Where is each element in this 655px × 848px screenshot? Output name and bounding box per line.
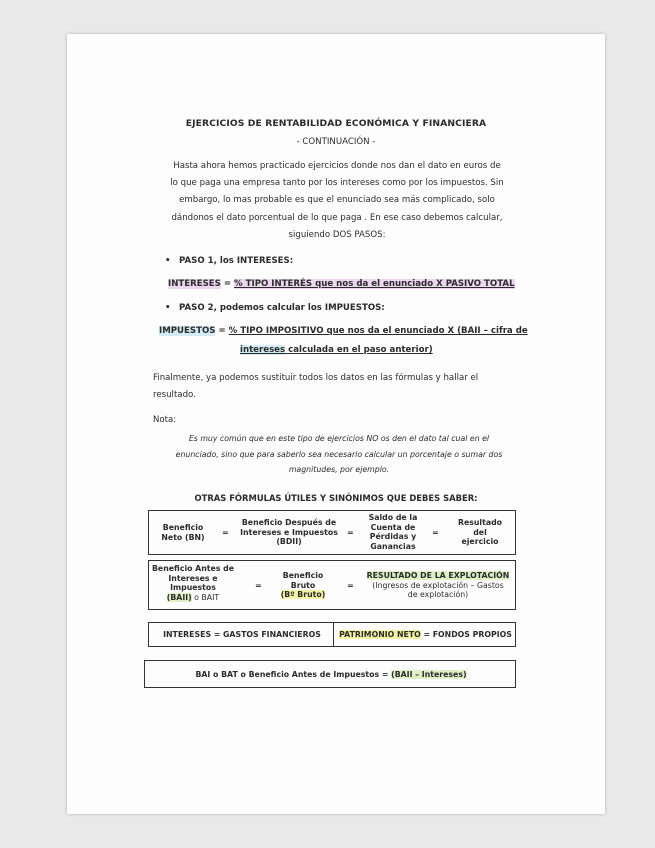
box1-c1-line: Neto (BN) <box>161 532 205 542</box>
intro-line: siguiendo DOS PASOS: <box>288 229 386 240</box>
synonyms-box-bai <box>144 660 516 688</box>
document-subtitle: - CONTINUACIÓN - <box>296 137 376 147</box>
step1-label: PASO 1, los INTERESES: <box>179 256 294 266</box>
box2-c1-line: Beneficio Antes de <box>151 564 235 573</box>
intro-line: embargo, lo mas probable es que el enunciado sea más complicado, solo <box>179 195 495 206</box>
formula1-lhs: INTERESES <box>168 279 221 289</box>
box3-left-text: INTERESES = GASTOS FINANCIEROS <box>163 630 321 639</box>
box1-cell-pyg <box>362 513 424 551</box>
formula2-rhs-b2: calculada en el paso anterior) <box>285 345 433 355</box>
box2-eq1: = <box>255 581 262 590</box>
box2-eq2: = <box>347 581 354 590</box>
final-line: Finalmente, ya podemos sustituir todos los datos en las fórmulas y hallar el <box>153 373 479 383</box>
box2-c2-line: Bruto <box>290 580 316 590</box>
box1-eq1: = <box>222 528 229 537</box>
final-paragraph <box>153 370 533 404</box>
box2-cell-baii <box>151 564 235 602</box>
step2-bullet <box>165 303 385 313</box>
nota-line: magnitudes, por ejemplo. <box>288 465 390 474</box>
formula2-lhs: IMPUESTOS <box>159 326 216 336</box>
box3-fondos: = FONDOS PROPIOS <box>420 630 512 639</box>
box4-text-a: BAI o BAT o Beneficio Antes de Impuestos = <box>195 670 392 679</box>
box3-right-text <box>334 630 517 640</box>
intro-line: Hasta ahora hemos practicado ejercicios donde nos dan el dato en euros de <box>173 161 501 171</box>
box1-c4-line: Resultado <box>457 518 503 527</box>
formula1-rhs: % TIPO INTERÉS que nos da el enunciado X PASIVO TOTAL <box>234 279 515 289</box>
box2-explotacion-title: RESULTADO DE LA EXPLOTACIÓN <box>366 571 510 580</box>
step1-bullet <box>165 256 293 266</box>
box1-cell-resultado <box>449 518 511 547</box>
synonyms-box-intereses <box>148 622 334 647</box>
box2-bruto-abbr: (Bº Bruto) <box>280 590 326 600</box>
box1-c3-line: Cuenta de <box>370 522 416 532</box>
formula-impuestos <box>159 326 528 336</box>
synonyms-box-beneficio-neto <box>148 510 516 555</box>
box2-c1-line: Intereses e <box>168 573 218 583</box>
nota-label: Nota: <box>153 415 177 425</box>
box2-c3-line: (Ingresos de explotación – Gastos <box>372 580 504 590</box>
box1-c3-line: Saldo de la <box>368 513 418 522</box>
box1-c2-line: Beneficio Después de <box>241 518 337 527</box>
box2-c2-line: Beneficio <box>282 571 324 580</box>
box4-text <box>145 670 517 680</box>
formula2-rhs-b1: intereses <box>240 345 286 355</box>
box2-bait-abbr: o BAIT <box>191 592 220 602</box>
intro-line: dándonos el dato porcentual de lo que paga . En ese caso debemos calcular, <box>171 212 503 223</box>
box2-c3-line: de explotación) <box>407 590 469 600</box>
box2-c1-line: Impuestos <box>170 583 216 593</box>
box3-patrimonio: PATRIMONIO NETO <box>339 630 421 639</box>
box1-c4-line: del <box>473 527 487 537</box>
box4-text-b: (BAII – Intereses) <box>391 670 467 679</box>
bullet-dot-icon: • <box>165 256 171 266</box>
box2-cell-bruto <box>267 571 339 600</box>
nota-line: Es muy común que en este tipo de ejercicios NO os den el dato tal cual en el <box>188 434 490 443</box>
box1-cell-bn <box>155 523 211 542</box>
section-title: OTRAS FÓRMULAS ÚTILES Y SINÓNIMOS QUE DEBES SABER: <box>194 493 478 503</box>
box1-c1-line: Beneficio <box>162 523 204 532</box>
formula2-eq: = <box>215 326 229 336</box>
box2-baii-abbr: (BAII) <box>166 592 192 602</box>
formula-intereses <box>168 279 515 289</box>
final-line: resultado. <box>153 390 196 400</box>
document-title: EJERCICIOS DE RENTABILIDAD ECONÓMICA Y FINANCIERA <box>185 118 487 129</box>
box1-c2-line: Intereses e Impuestos <box>240 527 338 537</box>
box1-c2-line: (BDII) <box>276 537 302 547</box>
box1-cell-bdii <box>237 518 341 547</box>
box1-c3-line: Pérdidas y <box>369 532 417 542</box>
box1-c4-line: ejercicio <box>461 537 499 547</box>
intro-paragraph <box>152 158 522 244</box>
box1-c3-line: Ganancias <box>370 541 416 551</box>
box2-cell-explotacion <box>363 571 513 600</box>
step2-label: PASO 2, podemos calcular los IMPUESTOS: <box>179 303 385 313</box>
formula1-eq: = <box>220 279 235 289</box>
formula-impuestos-cont <box>240 345 433 355</box>
synonyms-box-patrimonio <box>333 622 516 647</box>
intro-line: lo que paga una empresa tanto por los intereses como por los impuestos. Sin <box>170 178 504 189</box>
synonyms-box-baii <box>148 560 516 610</box>
document-page <box>67 34 605 814</box>
formula2-rhs-a: % TIPO IMPOSITIVO que nos da el enunciado X (BAII – cifra de <box>228 326 528 336</box>
nota-line: enunciado, sino que para saberlo sea necesario calcular un porcentaje o sumar dos <box>175 449 503 459</box>
box1-eq3: = <box>432 528 439 537</box>
bullet-dot-icon: • <box>165 303 171 313</box>
nota-text <box>139 431 539 478</box>
box1-eq2: = <box>347 528 354 537</box>
